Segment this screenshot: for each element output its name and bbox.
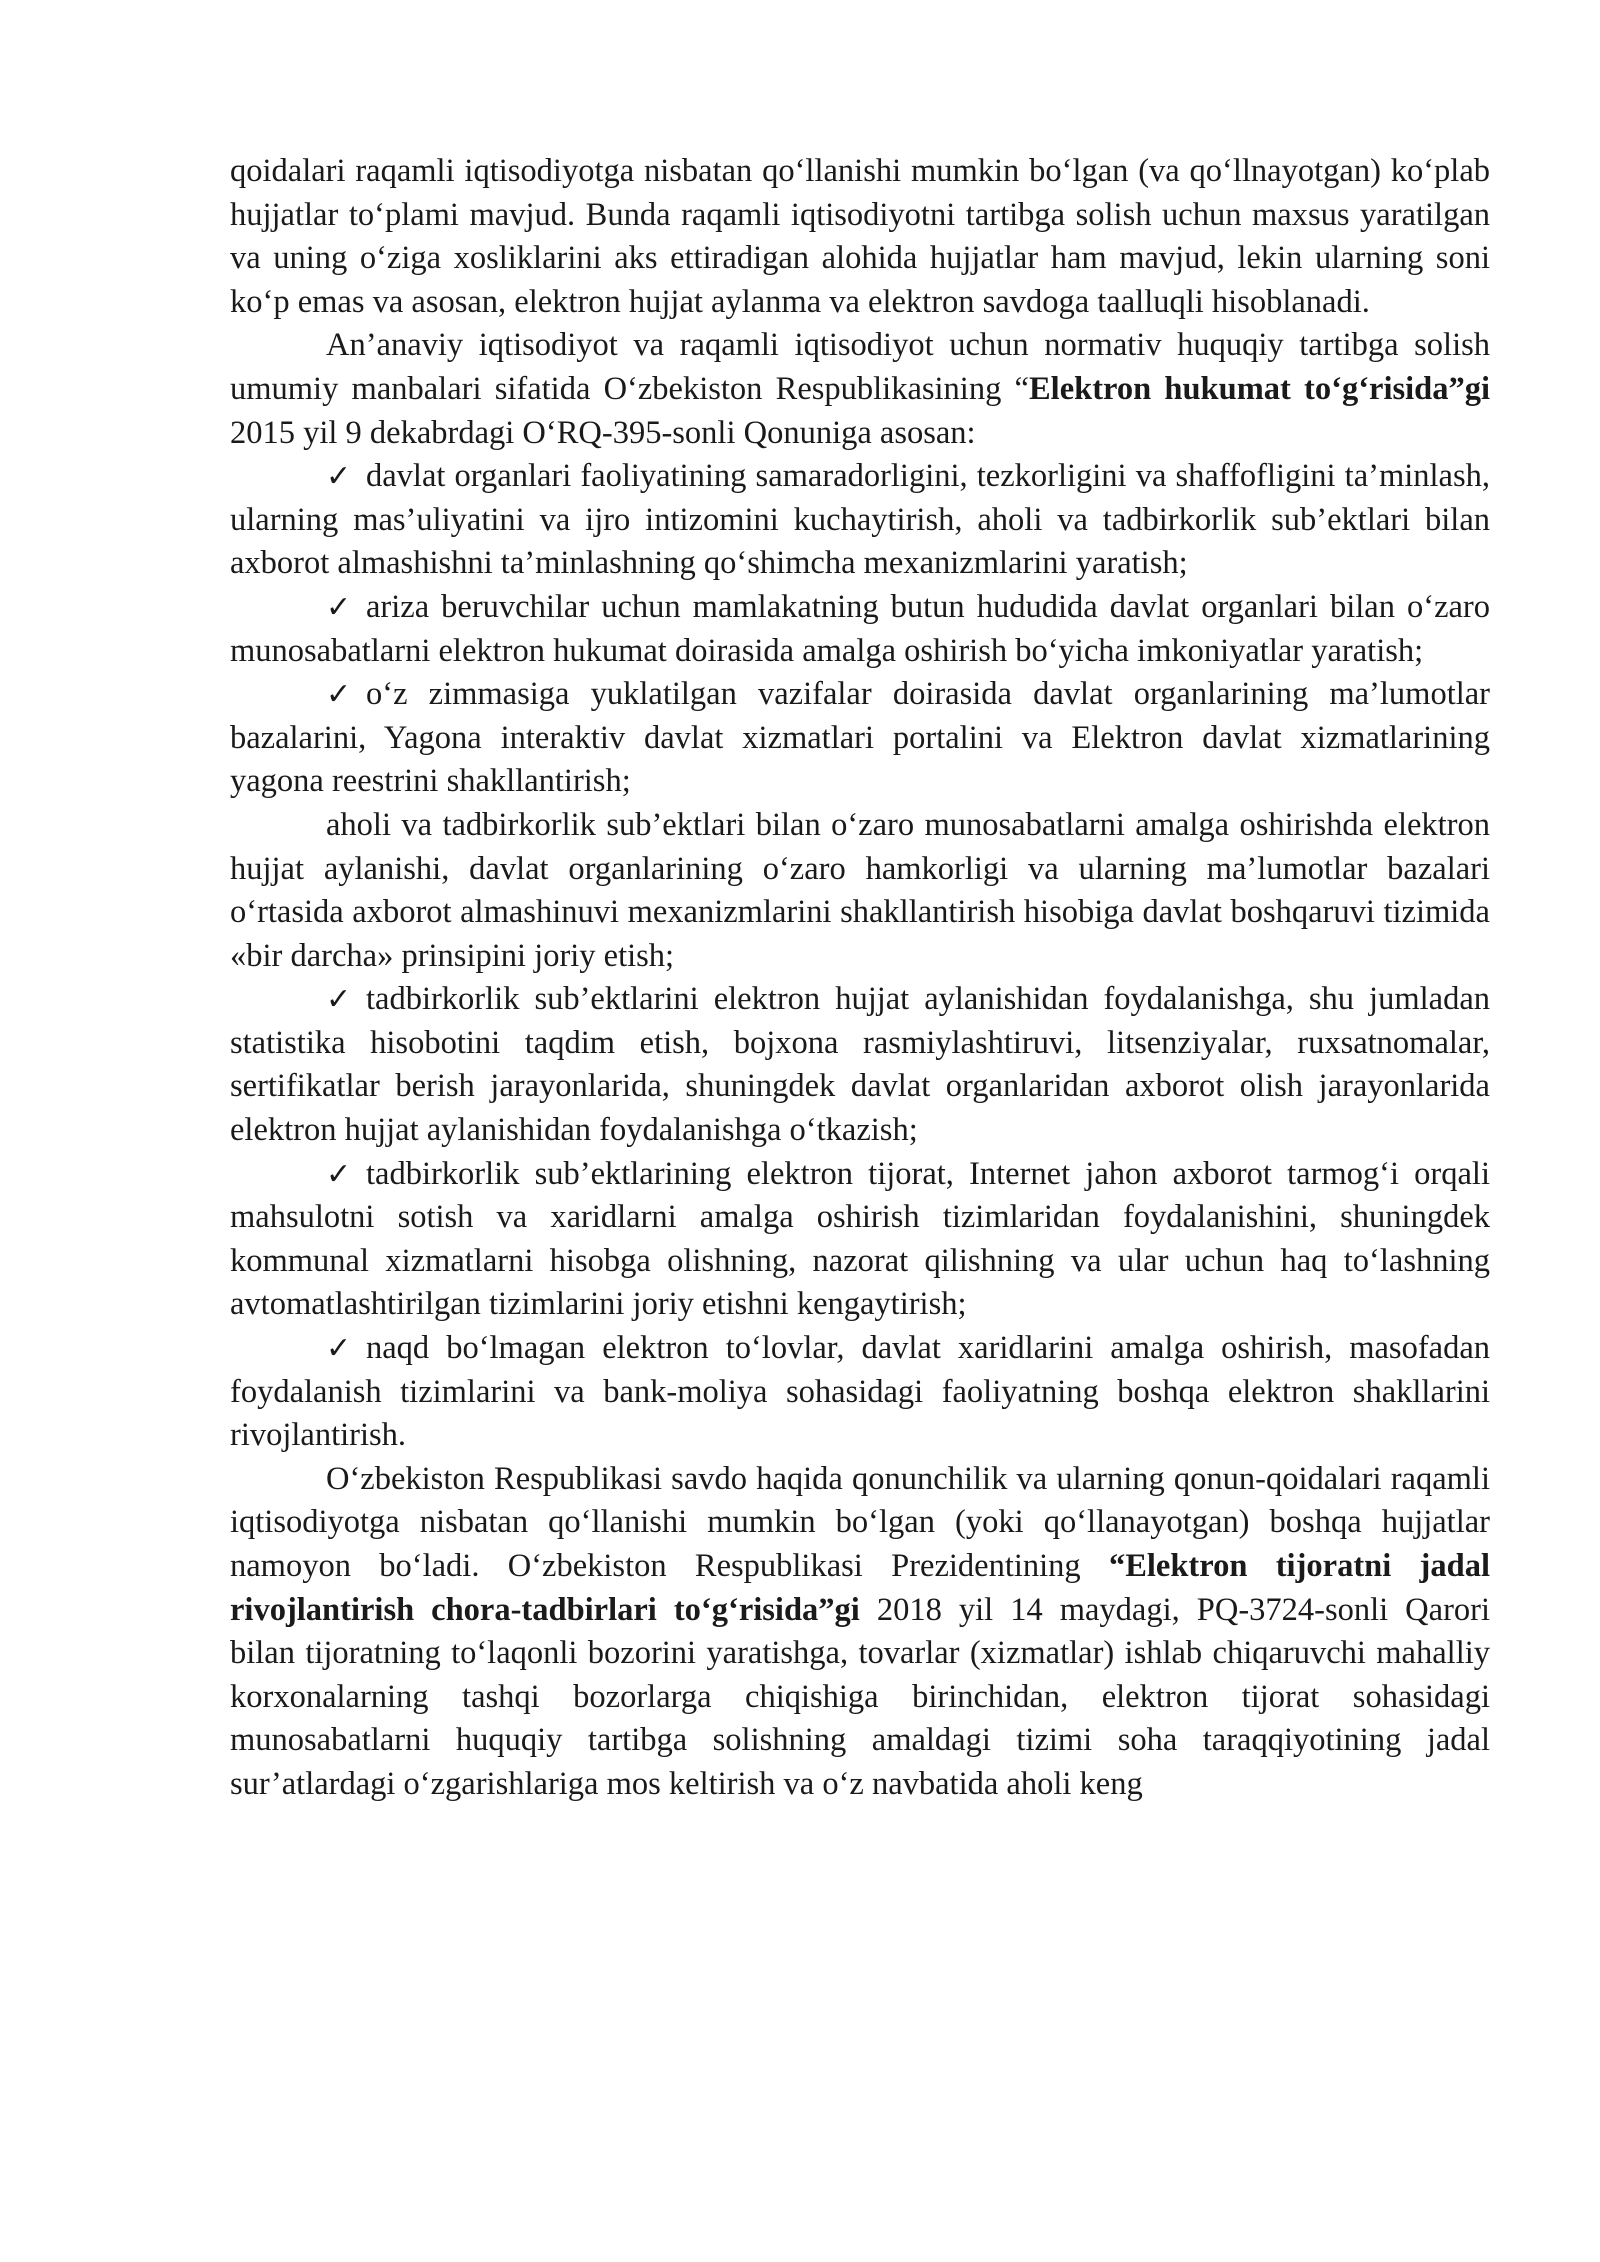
checkmark-icon: ✓	[326, 1331, 352, 1367]
checkmark-icon: ✓	[326, 589, 352, 625]
list-item	[230, 673, 1490, 804]
list-item-text: tadbirkorlik sub’ektlarining elektron tijorat, Internet jahon axborot tarmogʻi orqali mahsulotni sotish va xaridlarni amalga oshirish tizimlaridan foydalanishini, shuningdek kommunal xizmatlarni hisobga olishning, nazorat qilishning va ular uchun haq toʻlashning avtomatlashtirilgan tizimlarini joriy etishni kengaytirish;	[230, 1155, 1490, 1323]
list-item-text: tadbirkorlik sub’ektlarini elektron hujjat aylanishidan foydalanishga, shu jumladan statistika hisobotini taqdim etish, bojxona rasmiylashtiruvi, litsenziyalar, ruxsatnomalar, sertifikatlar berish jarayonlarida, shuningdek davlat organlaridan axborot olish jarayonlarida elektron hujjat aylanishidan foydalanishga oʻtkazish;	[230, 981, 1490, 1149]
paragraph-text: 2015 yil 9 dekabrdagi OʻRQ-395-sonli Qonuniga asosan:	[230, 414, 976, 451]
law-title: Elektron hukumat toʻgʻrisida”gi	[1028, 370, 1491, 407]
checkmark-icon: ✓	[326, 982, 352, 1018]
document-page	[230, 150, 1490, 1807]
paragraph-text: Oʻzbekiston Respublikasi savdo haqida qonunchilik va ularning qonun-qoidalari raqamli iqtisodiyotga nisbatan qoʻllanishi mumkin boʻlgan (yoki qoʻllanayotgan) boshqa hujjatlar namoyon boʻladi. Oʻzbekiston Respublikasi Prezidentining	[230, 1460, 1490, 1584]
list-item-text: davlat organlari faoliyatining samaradorligini, tezkorligini va shaffofligini ta’minlash, ularning mas’uliyatini va ijro intizomini kuchaytirish, aholi va tadbirkorlik sub’ektlari bilan axborot almashishni ta’minlashning qoʻshimcha mexanizmlarini yaratish;	[230, 458, 1490, 582]
list-item-text: ariza beruvchilar uchun mamlakatning butun hududida davlat organlari bilan oʻzaro munosabatlarni elektron hukumat doirasida amalga oshirish boʻyicha imkoniyatlar yaratish;	[230, 588, 1490, 669]
paragraph-text: An’anaviy iqtisodiyot va raqamli iqtisodiyot uchun normativ huquqiy tartibga solish umumiy manbalari sifatida Oʻzbekiston Respublikasining “	[230, 327, 1490, 407]
list-item	[230, 586, 1490, 673]
paragraph-decree-reference	[230, 1458, 1490, 1807]
list-item-text: naqd boʻlmagan elektron toʻlovlar, davlat xaridlarini amalga oshirish, masofadan foydalanish tizimlarini va bank-moliya sohasidagi faoliyatning boshqa elektron shakllarini rivojlantirish.	[230, 1330, 1490, 1454]
paragraph-text: 2018 yil 14 maydagi, PQ-3724-sonli Qarori bilan tijoratning toʻlaqonli bozorini yaratishga, tovarlar (xizmatlar) ishlab chiqaruvchi mahalliy korxonalarning tashqi bozorlarga chiqishiga birinchidan, elektron tijorat sohasidagi munosabatlarni huquqiy tartibga solishning amaldagi tizimi soha taraqqiyotining jadal sur’atlardagi oʻzgarishlariga mos keltirish va oʻz navbatida aholi keng	[230, 1591, 1491, 1802]
list-item	[230, 455, 1490, 586]
decree-title: “Elektron tijoratni jadal rivojlantirish chora-tadbirlari toʻgʻrisida”gi	[230, 1548, 1490, 1628]
paragraph-intro: qoidalari raqamli iqtisodiyotga nisbatan qoʻllanishi mumkin boʻlgan (va qoʻllnayotgan) koʻplab hujjatlar toʻplami mavjud. Bunda raqamli iqtisodiyotni tartibga solish uchun maxsus yaratilgan va uning oʻziga xosliklarini aks ettiradigan alohida hujjatlar ham mavjud, lekin ularning soni koʻp emas va asosan, elektron hujjat aylanma va elektron savdoga taalluqli hisoblanadi.	[230, 153, 1490, 320]
checkmark-icon: ✓	[326, 459, 352, 495]
checkmark-icon: ✓	[326, 677, 352, 713]
list-item-text: oʻz zimmasiga yuklatilgan vazifalar doirasida davlat organlarining ma’lumotlar bazalarini, Yagona interaktiv davlat xizmatlari portalini va Elektron davlat xizmatlarining yagona reestrini shakllantirish;	[230, 676, 1490, 800]
list-item: aholi va tadbirkorlik sub’ektlari bilan oʻzaro munosabatlarni amalga oshirishda elektron hujjat aylanishi, davlat organlarining oʻzaro hamkorligi va ularning ma’lumotlar bazalari oʻrtasida axborot almashinuvi mexanizmlarini shakllantirish hisobiga davlat boshqaruvi tizimida «bir darcha» prinsipini joriy etish;	[230, 806, 1490, 974]
list-item	[230, 1153, 1490, 1327]
checkmark-icon: ✓	[326, 1156, 352, 1192]
paragraph-law-reference	[230, 324, 1490, 455]
list-item	[230, 1327, 1490, 1458]
list-item	[230, 978, 1490, 1152]
